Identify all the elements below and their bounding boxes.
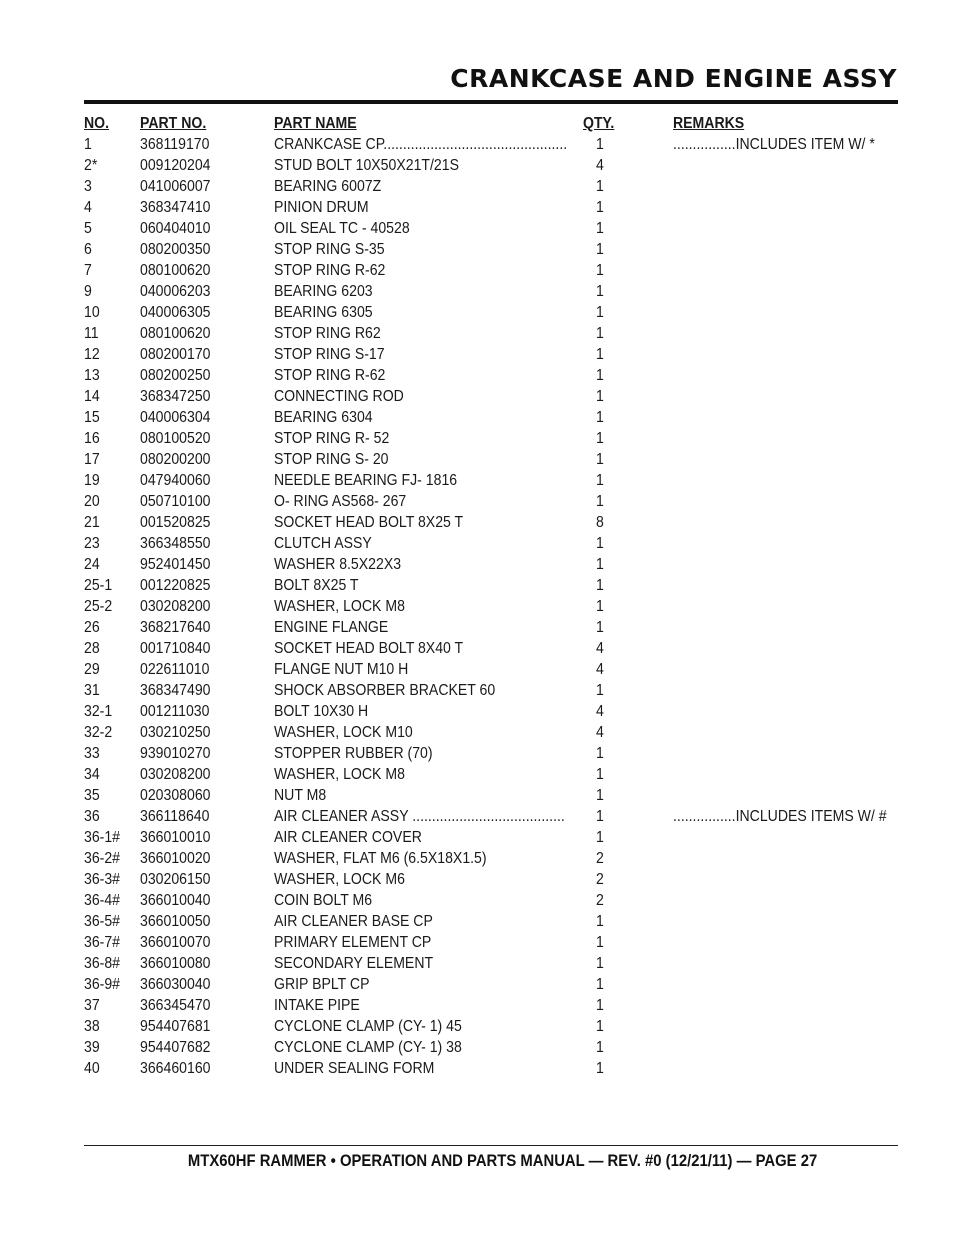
item-number: 15	[84, 409, 100, 426]
part-number: 001520825	[140, 514, 211, 531]
part-number: 954407681	[140, 1018, 211, 1035]
item-number: 33	[84, 745, 100, 762]
part-name: PRIMARY ELEMENT CP	[274, 934, 432, 951]
footer-divider	[84, 1145, 898, 1146]
part-name: BEARING 6007Z	[274, 178, 382, 195]
part-name: SOCKET HEAD BOLT 8X25 T	[274, 514, 464, 531]
part-number: 368347490	[140, 682, 211, 699]
item-number: 32-1	[84, 703, 113, 720]
part-number: 030208200	[140, 598, 211, 615]
table-row	[84, 1037, 884, 1058]
part-name: AIR CLEANER ASSY .......................................	[274, 808, 565, 825]
part-name: GRIP BPLT CP	[274, 976, 370, 993]
part-number: 366010040	[140, 892, 211, 909]
quantity: 1	[596, 997, 604, 1014]
part-number: 366348550	[140, 535, 211, 552]
table-row	[84, 743, 884, 764]
item-number: 9	[84, 283, 92, 300]
table-row	[84, 806, 887, 827]
table-row	[84, 911, 884, 932]
item-number: 21	[84, 514, 100, 531]
quantity: 1	[596, 220, 604, 237]
part-number: 366345470	[140, 997, 211, 1014]
item-number: 36-7#	[84, 934, 121, 951]
table-row	[84, 407, 884, 428]
part-name: SOCKET HEAD BOLT 8X40 T	[274, 640, 464, 657]
part-name: BEARING 6304	[274, 409, 373, 426]
table-row	[84, 386, 884, 407]
item-number: 5	[84, 220, 92, 237]
table-row	[84, 197, 884, 218]
item-number: 40	[84, 1060, 100, 1077]
part-number: 366030040	[140, 976, 211, 993]
quantity: 4	[596, 640, 604, 657]
part-number: 366010020	[140, 850, 211, 867]
table-row	[84, 1058, 884, 1079]
part-name: ENGINE FLANGE	[274, 619, 389, 636]
quantity: 1	[596, 136, 604, 153]
quantity: 1	[596, 535, 604, 552]
quantity: 4	[596, 703, 604, 720]
table-row	[84, 722, 884, 743]
part-number: 080200170	[140, 346, 211, 363]
quantity: 1	[596, 472, 604, 489]
part-number: 022611010	[140, 661, 210, 678]
table-row	[84, 428, 884, 449]
table-row	[84, 974, 884, 995]
table-row	[84, 260, 884, 281]
table-row	[84, 659, 884, 680]
item-number: 14	[84, 388, 100, 405]
quantity: 1	[596, 955, 604, 972]
part-name: STOP RING R62	[274, 325, 381, 342]
part-number: 001710840	[140, 640, 211, 657]
part-number: 040006203	[140, 283, 211, 300]
quantity: 1	[596, 577, 604, 594]
quantity: 1	[596, 976, 604, 993]
item-number: 29	[84, 661, 100, 678]
part-number: 030208200	[140, 766, 211, 783]
part-name: WASHER, FLAT M6 (6.5X18X1.5)	[274, 850, 487, 867]
part-number: 366010080	[140, 955, 211, 972]
table-row	[84, 890, 884, 911]
table-row	[84, 554, 884, 575]
table-row	[84, 176, 884, 197]
part-number: 080200350	[140, 241, 211, 258]
part-name: O- RING AS568- 267	[274, 493, 407, 510]
part-number: 030206150	[140, 871, 211, 888]
part-name: CRANKCASE CP...............................................	[274, 136, 568, 153]
quantity: 4	[596, 157, 604, 174]
part-number: 020308060	[140, 787, 211, 804]
table-row	[84, 449, 884, 470]
part-number: 366460160	[140, 1060, 211, 1077]
quantity: 1	[596, 367, 604, 384]
table-row	[84, 701, 884, 722]
item-number: 36-5#	[84, 913, 121, 930]
remarks: ................INCLUDES ITEM W/ *	[673, 136, 875, 153]
item-number: 36-8#	[84, 955, 121, 972]
part-number: 368217640	[140, 619, 211, 636]
header-qty: QTY.	[583, 115, 615, 132]
item-number: 24	[84, 556, 100, 573]
quantity: 1	[596, 283, 604, 300]
table-row	[84, 365, 884, 386]
item-number: 19	[84, 472, 100, 489]
table-row	[84, 596, 884, 617]
part-name: STUD BOLT 10X50X21T/21S	[274, 157, 459, 174]
part-number: 080100520	[140, 430, 211, 447]
item-number: 28	[84, 640, 100, 657]
item-number: 36-1#	[84, 829, 121, 846]
item-number: 6	[84, 241, 92, 258]
item-number: 23	[84, 535, 100, 552]
part-name: BEARING 6305	[274, 304, 373, 321]
table-row	[84, 575, 884, 596]
quantity: 2	[596, 850, 604, 867]
item-number: 34	[84, 766, 100, 783]
part-number: 080200200	[140, 451, 211, 468]
table-row	[84, 953, 884, 974]
quantity: 1	[596, 1039, 604, 1056]
quantity: 1	[596, 808, 604, 825]
part-name: STOP RING R-62	[274, 367, 386, 384]
part-number: 047940060	[140, 472, 211, 489]
quantity: 1	[596, 682, 604, 699]
table-row	[84, 827, 884, 848]
part-name: CYCLONE CLAMP (CY- 1) 45	[274, 1018, 462, 1035]
part-name: WASHER, LOCK M8	[274, 598, 405, 615]
part-name: BOLT 10X30 H	[274, 703, 369, 720]
item-number: 3	[84, 178, 92, 195]
table-row	[84, 281, 884, 302]
part-number: 368347410	[140, 199, 211, 216]
quantity: 1	[596, 304, 604, 321]
header-part-name: PART NAME	[274, 115, 357, 132]
quantity: 1	[596, 346, 604, 363]
quantity: 1	[596, 409, 604, 426]
quantity: 1	[596, 787, 604, 804]
quantity: 1	[596, 241, 604, 258]
item-number: 39	[84, 1039, 100, 1056]
item-number: 1	[84, 136, 92, 153]
part-name: WASHER 8.5X22X3	[274, 556, 402, 573]
item-number: 38	[84, 1018, 100, 1035]
part-number: 366010010	[140, 829, 211, 846]
part-number: 060404010	[140, 220, 211, 237]
part-number: 366010050	[140, 913, 211, 930]
part-name: CLUTCH ASSY	[274, 535, 372, 552]
table-row	[84, 617, 884, 638]
table-row	[84, 470, 884, 491]
quantity: 1	[596, 451, 604, 468]
quantity: 1	[596, 913, 604, 930]
table-row	[84, 680, 884, 701]
quantity: 1	[596, 766, 604, 783]
part-number: 368119170	[140, 136, 210, 153]
part-number: 050710100	[140, 493, 211, 510]
part-name: STOP RING R-62	[274, 262, 386, 279]
item-number: 16	[84, 430, 100, 447]
table-row	[84, 869, 884, 890]
part-name: STOP RING R- 52	[274, 430, 390, 447]
item-number: 4	[84, 199, 92, 216]
table-body	[84, 134, 887, 1079]
part-number: 080200250	[140, 367, 211, 384]
part-number: 366010070	[140, 934, 211, 951]
part-name: PINION DRUM	[274, 199, 369, 216]
quantity: 1	[596, 619, 604, 636]
remarks: ................INCLUDES ITEMS W/ #	[673, 808, 887, 825]
table-header	[84, 113, 884, 134]
part-name: FLANGE NUT M10 H	[274, 661, 409, 678]
part-number: 030210250	[140, 724, 211, 741]
item-number: 2*	[84, 157, 98, 174]
item-number: 36-2#	[84, 850, 121, 867]
part-number: 080100620	[140, 262, 211, 279]
table-row	[84, 764, 884, 785]
item-number: 32-2	[84, 724, 113, 741]
quantity: 1	[596, 934, 604, 951]
table-row	[84, 995, 884, 1016]
table-row	[84, 239, 884, 260]
part-name: UNDER SEALING FORM	[274, 1060, 435, 1077]
part-name: BEARING 6203	[274, 283, 373, 300]
page-title: CRANKCASE AND ENGINE ASSY	[450, 64, 897, 93]
item-number: 31	[84, 682, 100, 699]
part-name: INTAKE PIPE	[274, 997, 360, 1014]
quantity: 1	[596, 178, 604, 195]
part-number: 366118640	[140, 808, 210, 825]
table-row	[84, 218, 884, 239]
part-name: COIN BOLT M6	[274, 892, 373, 909]
part-number: 001220825	[140, 577, 211, 594]
table-row	[84, 302, 884, 323]
part-name: AIR CLEANER COVER	[274, 829, 422, 846]
part-name: CYCLONE CLAMP (CY- 1) 38	[274, 1039, 462, 1056]
quantity: 2	[596, 892, 604, 909]
quantity: 1	[596, 493, 604, 510]
item-number: 37	[84, 997, 100, 1014]
table-row	[84, 533, 884, 554]
item-number: 13	[84, 367, 100, 384]
part-name: AIR CLEANER BASE CP	[274, 913, 433, 930]
quantity: 4	[596, 724, 604, 741]
part-name: STOPPER RUBBER (70)	[274, 745, 433, 762]
part-name: NEEDLE BEARING FJ- 1816	[274, 472, 458, 489]
table-row	[84, 323, 884, 344]
part-name: STOP RING S-35	[274, 241, 385, 258]
item-number: 35	[84, 787, 100, 804]
item-number: 12	[84, 346, 100, 363]
part-name: NUT M8	[274, 787, 327, 804]
item-number: 25-1	[84, 577, 113, 594]
quantity: 1	[596, 262, 604, 279]
quantity: 4	[596, 661, 604, 678]
item-number: 7	[84, 262, 92, 279]
part-number: 939010270	[140, 745, 211, 762]
part-name: STOP RING S-17	[274, 346, 385, 363]
item-number: 20	[84, 493, 100, 510]
part-number: 954407682	[140, 1039, 211, 1056]
quantity: 1	[596, 745, 604, 762]
part-number: 041006007	[140, 178, 211, 195]
quantity: 1	[596, 430, 604, 447]
header-remarks: REMARKS	[673, 115, 745, 132]
item-number: 25-2	[84, 598, 113, 615]
item-number: 26	[84, 619, 100, 636]
item-number: 11	[84, 325, 99, 342]
quantity: 1	[596, 388, 604, 405]
part-name: SECONDARY ELEMENT	[274, 955, 434, 972]
part-number: 001211030	[140, 703, 210, 720]
quantity: 8	[596, 514, 604, 531]
item-number: 36-3#	[84, 871, 121, 888]
quantity: 1	[596, 829, 604, 846]
quantity: 1	[596, 1018, 604, 1035]
table-row	[84, 512, 884, 533]
part-name: SHOCK ABSORBER BRACKET 60	[274, 682, 496, 699]
part-number: 952401450	[140, 556, 211, 573]
quantity: 1	[596, 325, 604, 342]
table-row	[84, 638, 884, 659]
part-name: BOLT 8X25 T	[274, 577, 359, 594]
part-number: 040006305	[140, 304, 211, 321]
header-part-no: PART NO.	[140, 115, 207, 132]
part-name: STOP RING S- 20	[274, 451, 389, 468]
table-row	[84, 155, 884, 176]
part-name: CONNECTING ROD	[274, 388, 404, 405]
table-row	[84, 848, 884, 869]
part-number: 368347250	[140, 388, 211, 405]
table-row	[84, 134, 884, 155]
part-number: 009120204	[140, 157, 211, 174]
item-number: 10	[84, 304, 100, 321]
quantity: 1	[596, 556, 604, 573]
part-name: WASHER, LOCK M10	[274, 724, 413, 741]
part-name: WASHER, LOCK M6	[274, 871, 405, 888]
table-row	[84, 932, 884, 953]
part-number: 040006304	[140, 409, 211, 426]
parts-table	[84, 113, 887, 1079]
quantity: 1	[596, 199, 604, 216]
quantity: 1	[596, 1060, 604, 1077]
item-number: 17	[84, 451, 100, 468]
table-row	[84, 1016, 884, 1037]
table-row	[84, 785, 884, 806]
header-no: NO.	[84, 115, 110, 132]
item-number: 36	[84, 808, 100, 825]
table-row	[84, 491, 884, 512]
part-number: 080100620	[140, 325, 211, 342]
page-footer: MTX60HF RAMMER • OPERATION AND PARTS MANUAL — REV. #0 (12/21/11) — PAGE 27	[187, 1152, 817, 1170]
part-name: WASHER, LOCK M8	[274, 766, 405, 783]
quantity: 2	[596, 871, 604, 888]
table-row	[84, 344, 884, 365]
item-number: 36-4#	[84, 892, 121, 909]
part-name: OIL SEAL TC - 40528	[274, 220, 410, 237]
item-number: 36-9#	[84, 976, 121, 993]
title-divider	[84, 100, 898, 104]
quantity: 1	[596, 598, 604, 615]
